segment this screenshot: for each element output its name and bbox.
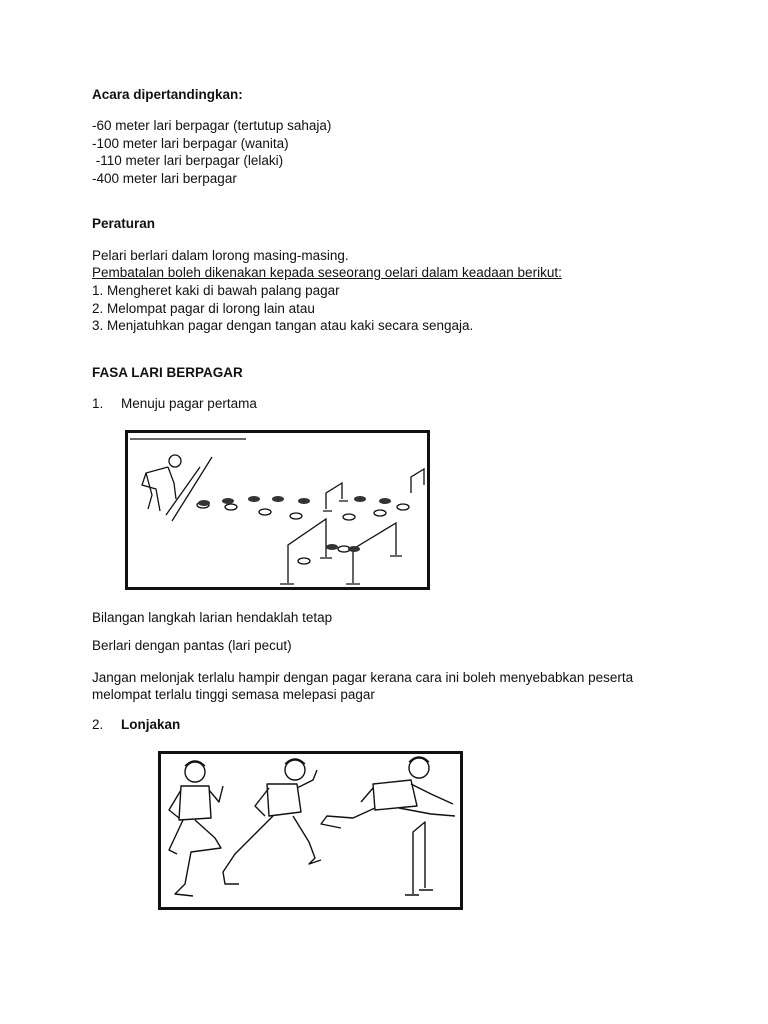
rules-intro: Pelari berlari dalam lorong masing-masing. [92, 248, 349, 263]
phase2-number: 2. [92, 717, 104, 732]
event-item: -110 meter lari berpagar (lelaki) [92, 153, 284, 168]
note-item: Bilangan langkah larian hendaklah tetap [92, 610, 333, 625]
event-item: -60 meter lari berpagar (tertutup sahaja) [92, 118, 332, 133]
note-item: Jangan melonjak terlalu hampir dengan pagar kerana cara ini boleh menyebabkan peserta [92, 670, 634, 685]
rule-item: 1. Mengheret kaki di bawah palang pagar [92, 283, 340, 298]
phase1-title: Menuju pagar pertama [121, 396, 257, 411]
rule-item: 2. Melompat pagar di lorong lain atau [92, 301, 315, 316]
note-item: melompat terlalu tinggi semasa melepasi pagar [92, 687, 375, 702]
event-item: -400 meter lari berpagar [92, 171, 237, 186]
takeoff-drawing [161, 754, 460, 907]
rules-disqualify-text: Pembatalan boleh dikenakan kepada seseorang oelari dalam keadaan berikut: [92, 265, 562, 280]
phases-heading: FASA LARI BERPAGAR [92, 365, 243, 380]
approach-illustration [125, 430, 430, 590]
phase2-title: Lonjakan [121, 717, 181, 732]
takeoff-illustration [158, 751, 463, 910]
note-item: Berlari dengan pantas (lari pecut) [92, 638, 292, 653]
approach-drawing [128, 433, 427, 587]
event-item: -100 meter lari berpagar (wanita) [92, 136, 289, 151]
events-heading: Acara dipertandingkan: [92, 87, 243, 102]
rules-heading: Peraturan [92, 216, 156, 231]
phase1-number: 1. [92, 396, 104, 411]
rule-item: 3. Menjatuhkan pagar dengan tangan atau kaki secara sengaja. [92, 318, 474, 333]
